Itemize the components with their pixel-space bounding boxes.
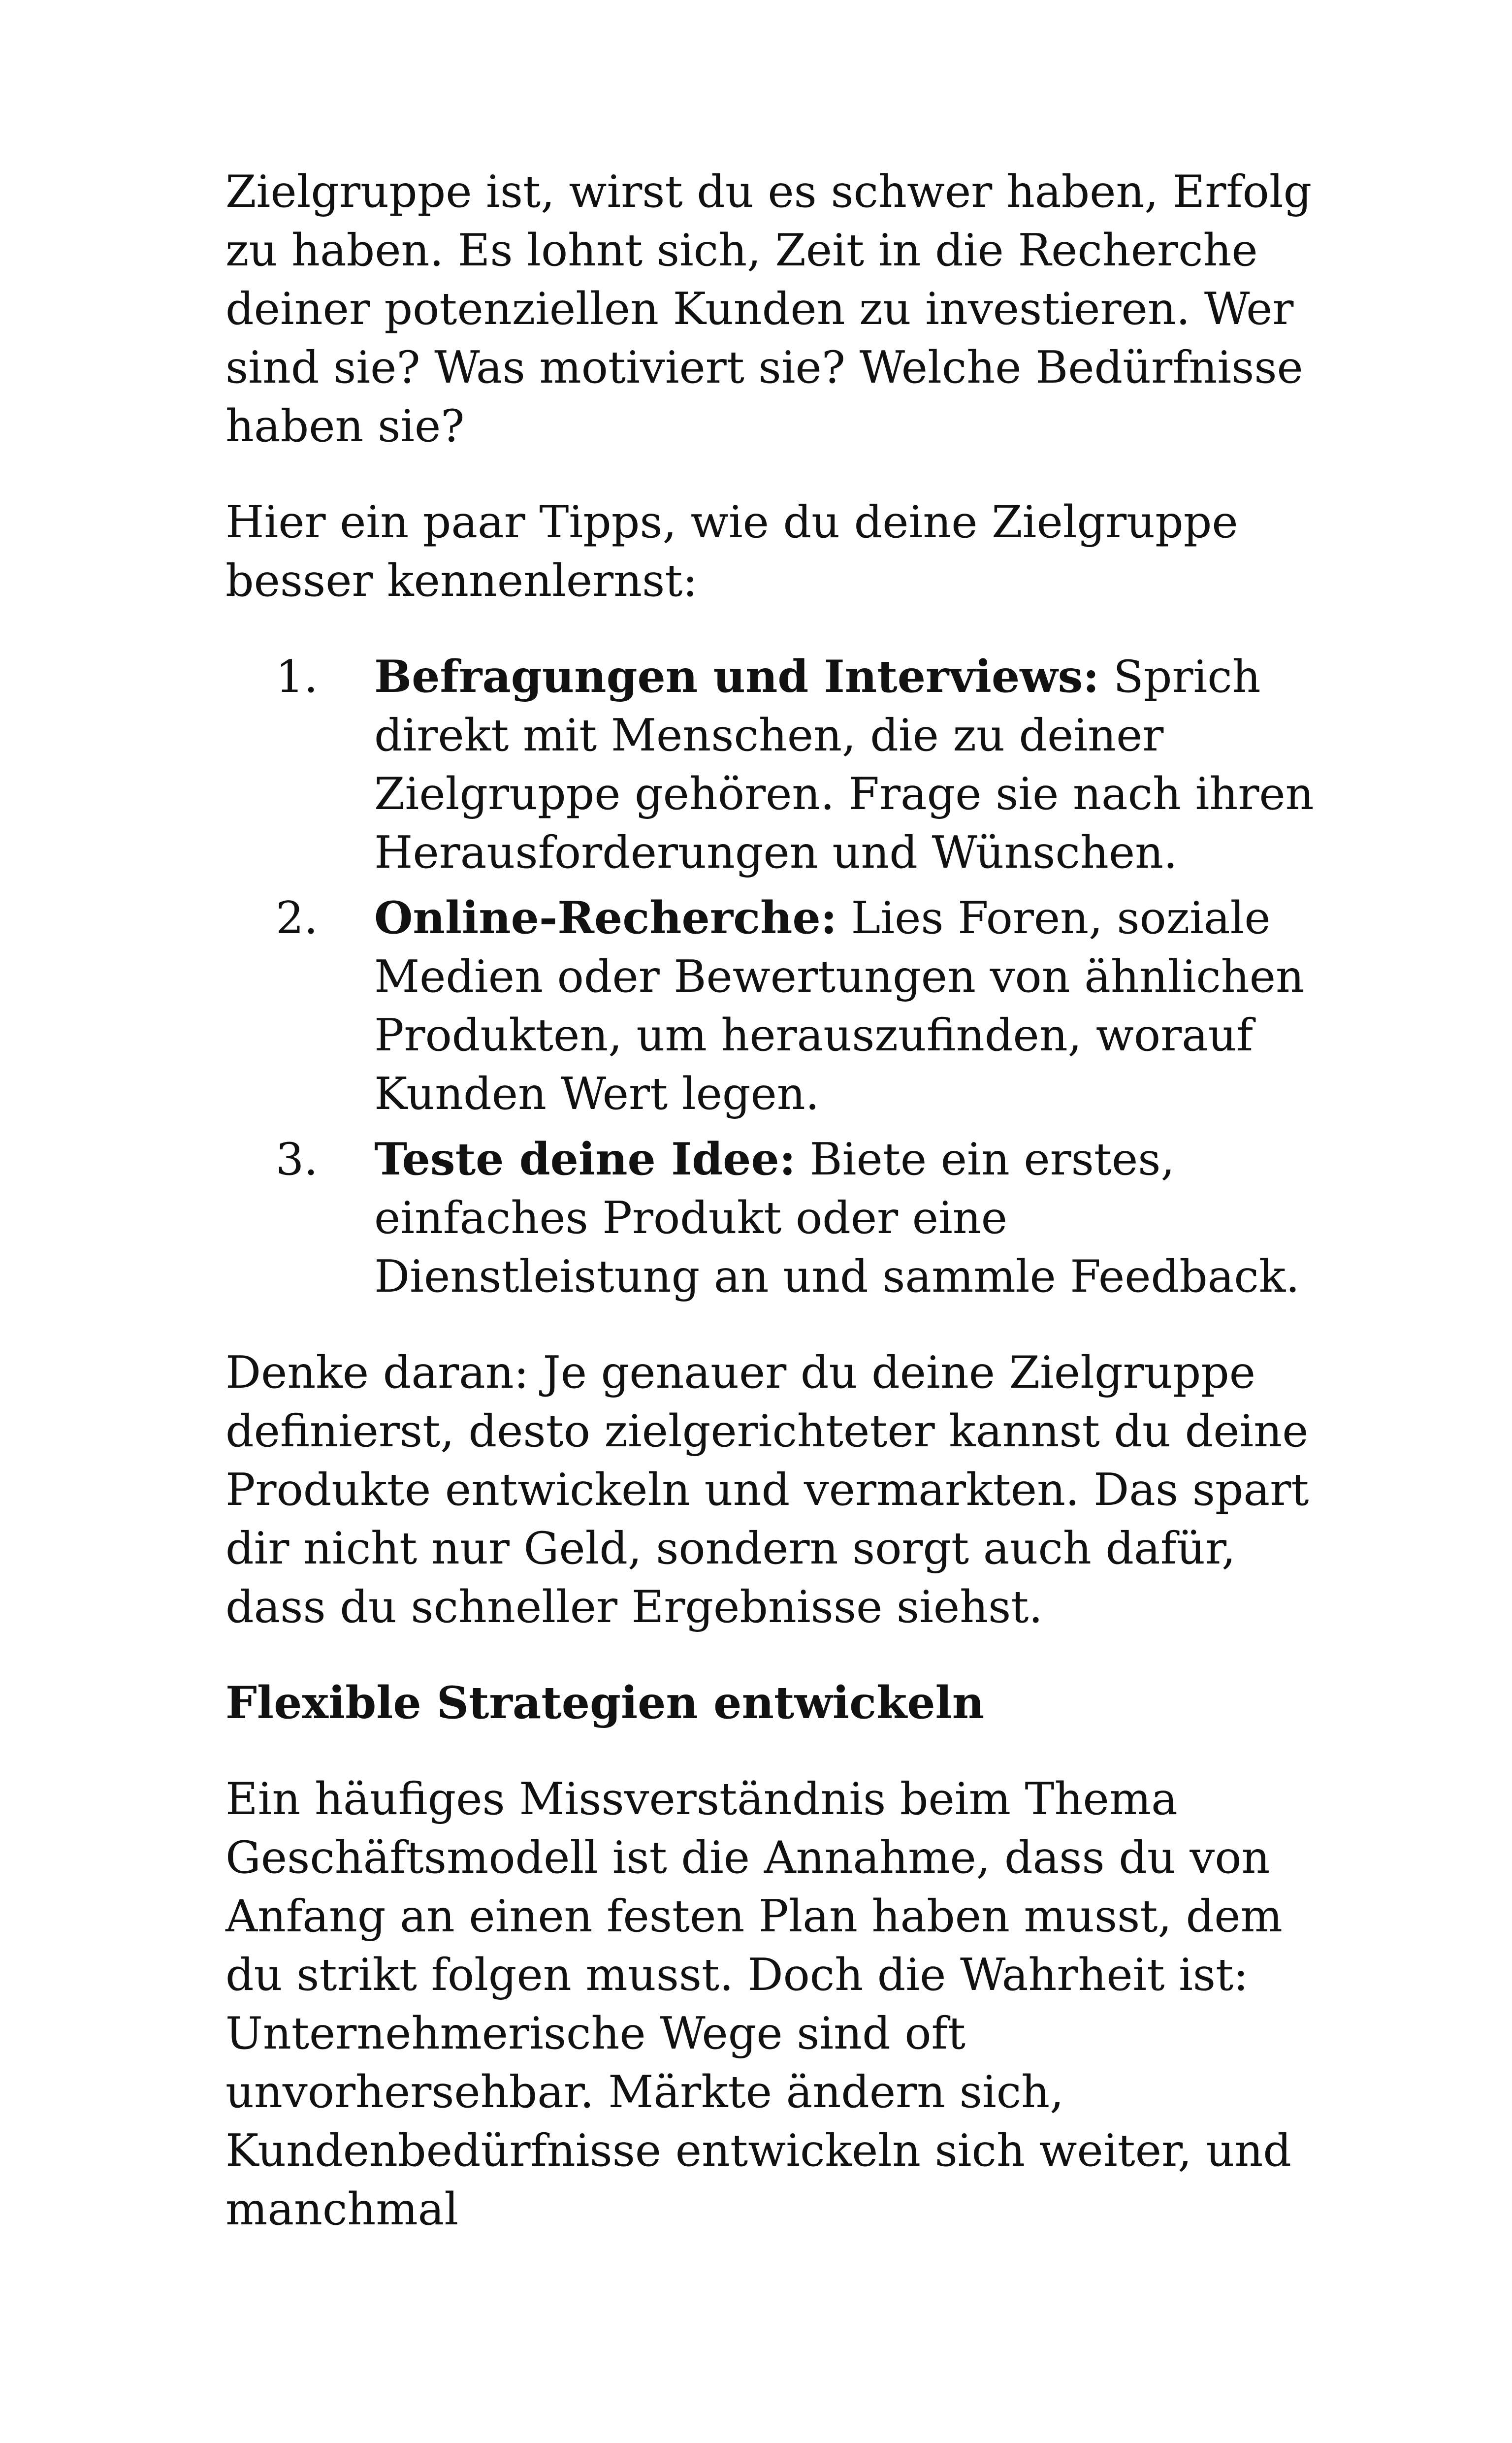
- document-page: [225, 163, 1319, 2276]
- summary-paragraph: Denke daran: Je genauer du deine Zielgruppe definierst, desto zielgerichteter kannst du deine Produkte entwickeln und vermarkten. Das spart dir nicht nur Geld, sondern sorgt auch dafür, dass du schneller Ergebnisse siehst.: [225, 1347, 1309, 1633]
- list-item-number: 3.: [276, 1134, 318, 1185]
- list-item-number: 1.: [276, 651, 318, 703]
- list-item-term: Befragungen und Interviews:: [374, 651, 1099, 703]
- list-item-text: Biete ein erstes, einfaches Produkt oder eine Dienstleistung an und sammle Feedback.: [374, 1134, 1300, 1303]
- list-item-number: 2.: [276, 892, 318, 944]
- list-item-text: Sprich direkt mit Menschen, die zu deiner Zielgruppe gehören. Frage sie nach ihren Herausforderungen und Wünschen.: [374, 651, 1314, 879]
- intro-paragraph: Zielgruppe ist, wirst du es schwer haben, Erfolg zu haben. Es lohnt sich, Zeit in die Recherche deiner potenziellen Kunden zu investieren. Wer sind sie? Was motiviert sie? Welche Bedürfnisse haben sie?: [225, 166, 1312, 452]
- tips-list: [225, 648, 1319, 1306]
- list-item: [225, 648, 1319, 882]
- strategy-paragraph: Ein häufiges Missverständnis beim Thema Geschäftsmodell ist die Annahme, dass du von Anfang an einen festen Plan haben musst, dem du strikt folgen musst. Doch die Wahrheit ist: Unternehmerische Wege sind oft unvorhersehbar. Märkte ändern sich, Kundenbedürfnisse entwickeln sich weiter, und manchmal: [225, 1773, 1291, 2235]
- tips-lead-paragraph: Hier ein paar Tipps, wie du deine Zielgruppe besser kennenlernst:: [225, 496, 1238, 607]
- list-item-term: Online-Recherche:: [374, 892, 837, 944]
- list-item-term: Teste deine Idee:: [374, 1133, 796, 1185]
- list-item: [225, 1130, 1319, 1306]
- list-item: [225, 889, 1319, 1123]
- list-item-text: Lies Foren, soziale Medien oder Bewertungen von ähnlichen Produkten, um herauszufinden, worauf Kunden Wert legen.: [374, 892, 1304, 1120]
- section-heading: Flexible Strategien entwickeln: [225, 1677, 985, 1729]
